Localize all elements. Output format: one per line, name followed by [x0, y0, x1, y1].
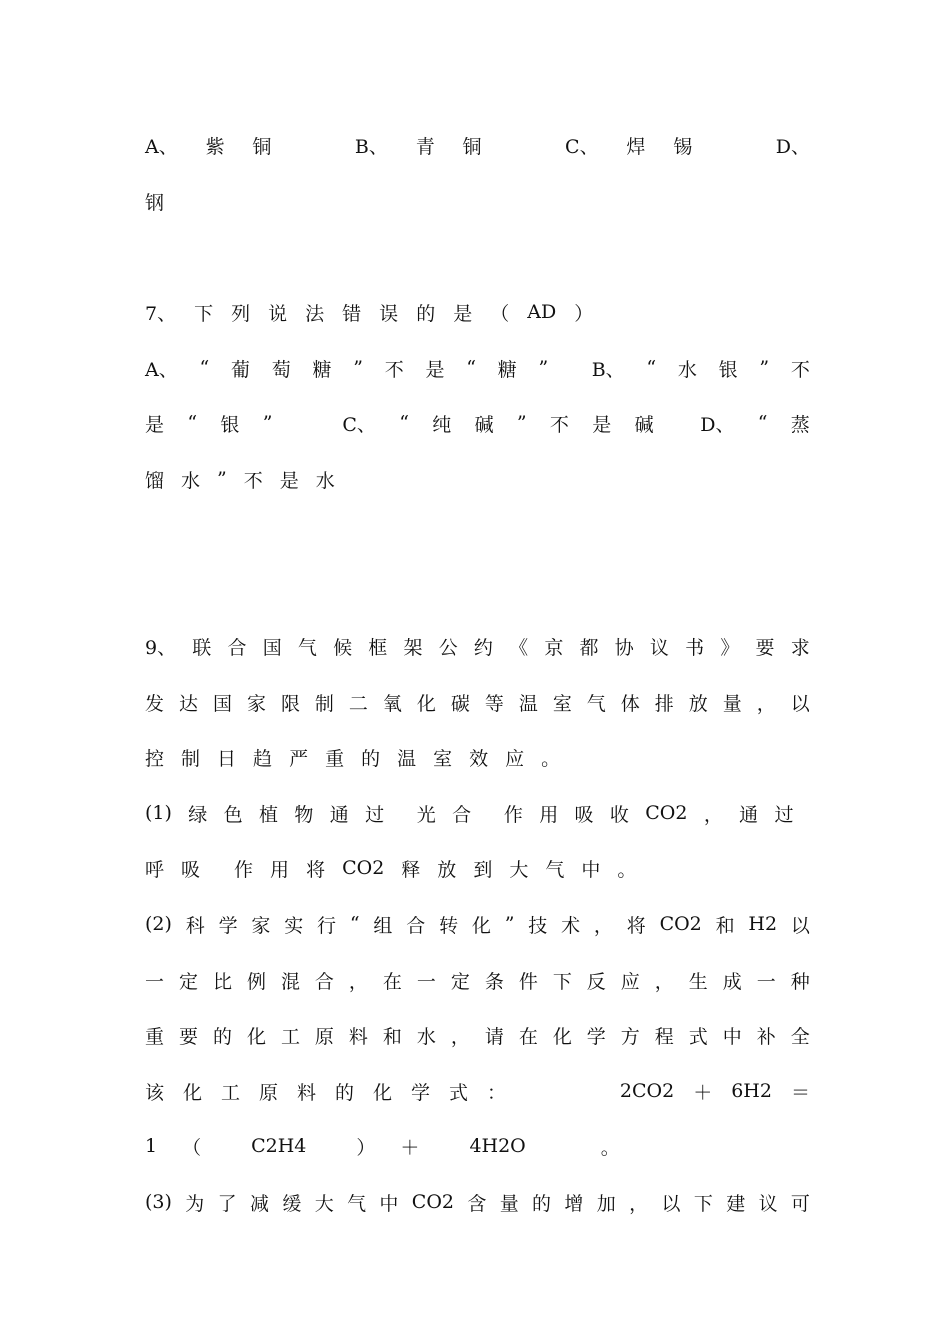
q9-part3-line-1 [145, 1187, 810, 1217]
token: 重 [145, 1025, 165, 1048]
token: 焊 [626, 135, 646, 158]
token: 化 [373, 1081, 393, 1104]
q9-part2-line-5 [145, 1131, 810, 1161]
token: 室 [433, 747, 453, 770]
token: 不 [790, 358, 810, 381]
token: 趋 [253, 747, 273, 770]
token: 吸 [574, 803, 594, 826]
token: 制 [181, 747, 201, 770]
token: 糖 [312, 358, 332, 381]
token: ） [356, 1136, 376, 1159]
token: 。 [600, 1136, 620, 1159]
token: 将 [626, 914, 646, 937]
token: 求 [790, 636, 810, 659]
token: 量 [499, 1192, 519, 1215]
token: 议 [758, 1192, 778, 1215]
token: 国 [212, 692, 232, 715]
token: 要 [755, 636, 775, 659]
token: 。 [617, 858, 637, 881]
token: 误 [379, 302, 399, 325]
token: ” [759, 357, 770, 379]
token: 混 [280, 970, 300, 993]
token: 作 [234, 858, 254, 881]
token: 温 [397, 747, 417, 770]
token: ＋ [400, 1136, 420, 1159]
token: 家 [246, 692, 266, 715]
token: 京 [544, 636, 564, 659]
token: 学 [411, 1081, 431, 1104]
q6-options-line [145, 130, 810, 160]
token: 光 [416, 803, 436, 826]
token: 件 [518, 970, 538, 993]
token: 的 [335, 1081, 355, 1104]
token: 大 [509, 858, 529, 881]
token: 钢 [145, 191, 165, 214]
token: 列 [231, 302, 251, 325]
token: 铜 [252, 135, 272, 158]
token: 效 [469, 747, 489, 770]
token: 一 [416, 970, 436, 993]
token: (2) [145, 913, 172, 935]
token: 的 [361, 747, 381, 770]
q6-options-wrap-line [145, 186, 810, 216]
token: 作 [503, 803, 523, 826]
token: 的 [212, 1025, 232, 1048]
token: 缓 [282, 1192, 302, 1215]
token: 种 [790, 970, 810, 993]
token: C2H4 [251, 1135, 307, 1157]
token: “ [466, 357, 476, 379]
token: 学 [586, 1025, 606, 1048]
token: 碱 [474, 413, 494, 436]
token: 合 [227, 636, 247, 659]
token: C、 [565, 135, 599, 158]
token: 方 [620, 1025, 640, 1048]
token: 吸 [181, 858, 201, 881]
token: 葡 [230, 358, 250, 381]
token: H2 [748, 913, 778, 935]
token: 下 [194, 302, 214, 325]
token: 反 [586, 970, 606, 993]
token: 植 [258, 803, 278, 826]
token: 纯 [432, 413, 452, 436]
token: 银 [718, 358, 738, 381]
q7-options-line-2 [145, 408, 810, 438]
token: 二 [348, 692, 368, 715]
token: 比 [212, 970, 232, 993]
token: 工 [221, 1081, 241, 1104]
token: 增 [564, 1192, 584, 1215]
token: （ [490, 302, 510, 325]
token: A、 [145, 135, 178, 158]
token: ＋ [693, 1081, 713, 1104]
token: 。 [541, 747, 561, 770]
q9-part1-line-2 [145, 853, 810, 883]
token: 物 [294, 803, 314, 826]
token: ， [756, 692, 776, 715]
token: 联 [192, 636, 212, 659]
token: 合 [314, 970, 334, 993]
token: 化 [552, 1025, 572, 1048]
token: 的 [416, 302, 436, 325]
token: 控 [145, 747, 165, 770]
token: 转 [439, 914, 459, 937]
token: 架 [403, 636, 423, 659]
token: 水 [677, 358, 697, 381]
token: 生 [688, 970, 708, 993]
token: 下 [693, 1192, 713, 1215]
token: 严 [289, 747, 309, 770]
token: ） [574, 302, 594, 325]
token: 色 [223, 803, 243, 826]
token: “ [399, 412, 409, 434]
q9-part2-line-4 [145, 1076, 810, 1106]
token: 锡 [673, 135, 693, 158]
token: “ [199, 357, 210, 379]
token: 1 [145, 1135, 158, 1157]
token: 日 [217, 747, 237, 770]
token: 过 [365, 803, 385, 826]
token: AD [527, 301, 557, 323]
token: 议 [649, 636, 669, 659]
token: 的 [532, 1192, 552, 1215]
token: 6H2 [731, 1080, 772, 1102]
token: 合 [406, 914, 426, 937]
token: 化 [471, 914, 491, 937]
token: 是 [425, 358, 445, 381]
token: 技 [528, 914, 548, 937]
token: 实 [284, 914, 304, 937]
token: 都 [579, 636, 599, 659]
token: 一 [756, 970, 776, 993]
token: 以 [790, 692, 810, 715]
token: 4H2O [469, 1135, 526, 1157]
token: 重 [325, 747, 345, 770]
token: 蒸 [790, 413, 810, 436]
token: 公 [438, 636, 458, 659]
q7-question-line [145, 297, 810, 327]
token: 绿 [188, 803, 208, 826]
token: ， [593, 914, 613, 937]
token: 料 [297, 1081, 317, 1104]
token: ＝ [790, 1081, 810, 1104]
token: 化 [246, 1025, 266, 1048]
token: 在 [518, 1025, 538, 1048]
q7-options-line-1 [145, 353, 810, 383]
token: 行 [317, 914, 337, 937]
q9-paragraph-line-2 [145, 687, 810, 717]
token: 为 [185, 1192, 205, 1215]
token: 候 [333, 636, 353, 659]
q9-part2-line-3 [145, 1020, 810, 1050]
token: 青 [415, 135, 435, 158]
token: 协 [614, 636, 634, 659]
token: 用 [270, 858, 290, 881]
token: 铜 [462, 135, 482, 158]
token: ， [654, 970, 674, 993]
token: 碱 [634, 413, 654, 436]
token: 加 [596, 1192, 616, 1215]
token: D、 [700, 413, 735, 436]
token: B、 [354, 135, 388, 158]
token: ： [487, 1081, 507, 1104]
token: “ [757, 412, 768, 434]
token: 请 [484, 1025, 504, 1048]
token: 下 [552, 970, 572, 993]
token: ” [538, 357, 549, 379]
token: 是 [145, 413, 165, 436]
token: C、 [342, 413, 376, 436]
q7-options-line-3 [145, 464, 810, 494]
token: 》 [720, 636, 740, 659]
token: 到 [473, 858, 493, 881]
token: 原 [259, 1081, 279, 1104]
token: 含 [467, 1192, 487, 1215]
token: 框 [368, 636, 388, 659]
token: 碳 [450, 692, 470, 715]
token: 制 [314, 692, 334, 715]
token: 水 [315, 469, 335, 492]
token: 释 [401, 858, 421, 881]
token: 术 [561, 914, 581, 937]
q9-part2-line-2 [145, 965, 810, 995]
token: (3) [145, 1191, 172, 1213]
token: 糖 [497, 358, 517, 381]
token: 和 [715, 914, 735, 937]
token: 是 [279, 469, 299, 492]
q9-part1-line-1 [145, 798, 810, 828]
token: 成 [722, 970, 742, 993]
token: 程 [654, 1025, 674, 1048]
token: D、 [775, 135, 810, 158]
token: CO2 [659, 913, 702, 935]
token: CO2 [645, 802, 688, 824]
token: 法 [305, 302, 325, 325]
token: 条 [484, 970, 504, 993]
token: 要 [178, 1025, 198, 1048]
token: 合 [452, 803, 472, 826]
token: 放 [688, 692, 708, 715]
token: 式 [449, 1081, 469, 1104]
token: 水 [416, 1025, 436, 1048]
token: 工 [280, 1025, 300, 1048]
token: 说 [268, 302, 288, 325]
token: 收 [609, 803, 629, 826]
token: 7、 [145, 302, 177, 325]
token: 气 [586, 692, 606, 715]
q9-part2-line-1 [145, 909, 810, 939]
token: 气 [297, 636, 317, 659]
token: 体 [620, 692, 640, 715]
token: 书 [685, 636, 705, 659]
token: 学 [218, 914, 238, 937]
token: “ [187, 412, 198, 434]
token: ” [504, 913, 515, 935]
token: 组 [373, 914, 393, 937]
token: 排 [654, 692, 674, 715]
token: 紫 [205, 135, 225, 158]
token: ， [629, 1192, 649, 1215]
token: ， [703, 803, 723, 826]
token: 国 [262, 636, 282, 659]
token: A、 [145, 358, 178, 381]
token: ” [353, 357, 363, 379]
token: “ [646, 357, 657, 379]
token: 呼 [145, 858, 165, 881]
token: 气 [545, 858, 565, 881]
token: 科 [185, 914, 205, 937]
token: 约 [473, 636, 493, 659]
token: 将 [306, 858, 326, 881]
token: 料 [348, 1025, 368, 1048]
token: 氧 [382, 692, 402, 715]
token: 补 [756, 1025, 776, 1048]
token: 过 [774, 803, 794, 826]
token: 用 [539, 803, 559, 826]
token: 定 [178, 970, 198, 993]
token: 银 [220, 413, 240, 436]
token: 放 [437, 858, 457, 881]
token: ” [217, 468, 227, 490]
token: 9、 [145, 636, 177, 659]
token: 一 [145, 970, 165, 993]
token: 家 [251, 914, 271, 937]
token: 和 [382, 1025, 402, 1048]
token: (1) [145, 802, 172, 824]
token: 化 [183, 1081, 203, 1104]
token: （ [182, 1136, 202, 1159]
token: 该 [145, 1081, 165, 1104]
token: 应 [505, 747, 525, 770]
token: ， [450, 1025, 470, 1048]
token: 通 [739, 803, 759, 826]
token: 中 [379, 1192, 399, 1215]
token: 2CO2 [619, 1080, 675, 1102]
token: 大 [314, 1192, 334, 1215]
token: 室 [552, 692, 572, 715]
token: 是 [453, 302, 473, 325]
token: 全 [790, 1025, 810, 1048]
token: 错 [342, 302, 362, 325]
token: ” [516, 412, 527, 434]
token: 在 [382, 970, 402, 993]
token: CO2 [342, 857, 385, 879]
token: 定 [450, 970, 470, 993]
token: 温 [518, 692, 538, 715]
token: 发 [145, 692, 165, 715]
token: 建 [726, 1192, 746, 1215]
token: 馏 [145, 469, 165, 492]
token: 气 [347, 1192, 367, 1215]
token: ” [262, 412, 273, 434]
token: 达 [178, 692, 198, 715]
token: 限 [280, 692, 300, 715]
token: 了 [217, 1192, 237, 1215]
q9-paragraph-line-3 [145, 742, 810, 772]
token: “ [349, 913, 360, 935]
token: 通 [329, 803, 349, 826]
token: 原 [314, 1025, 334, 1048]
token: B、 [591, 358, 625, 381]
token: 式 [688, 1025, 708, 1048]
token: ， [348, 970, 368, 993]
token: 量 [722, 692, 742, 715]
token: 化 [416, 692, 436, 715]
token: 是 [592, 413, 612, 436]
token: CO2 [411, 1191, 454, 1213]
token: 不 [384, 358, 404, 381]
token: 等 [484, 692, 504, 715]
token: 应 [620, 970, 640, 993]
token: 萄 [271, 358, 291, 381]
token: 中 [722, 1025, 742, 1048]
token: 可 [790, 1192, 810, 1215]
token: 不 [549, 413, 569, 436]
token: 例 [246, 970, 266, 993]
token: 不 [243, 469, 263, 492]
token: 以 [661, 1192, 681, 1215]
token: 减 [249, 1192, 269, 1215]
token: 中 [581, 858, 601, 881]
q9-paragraph-line-1 [145, 631, 810, 661]
token: 以 [790, 914, 810, 937]
token: 水 [181, 469, 201, 492]
token: 《 [509, 636, 529, 659]
